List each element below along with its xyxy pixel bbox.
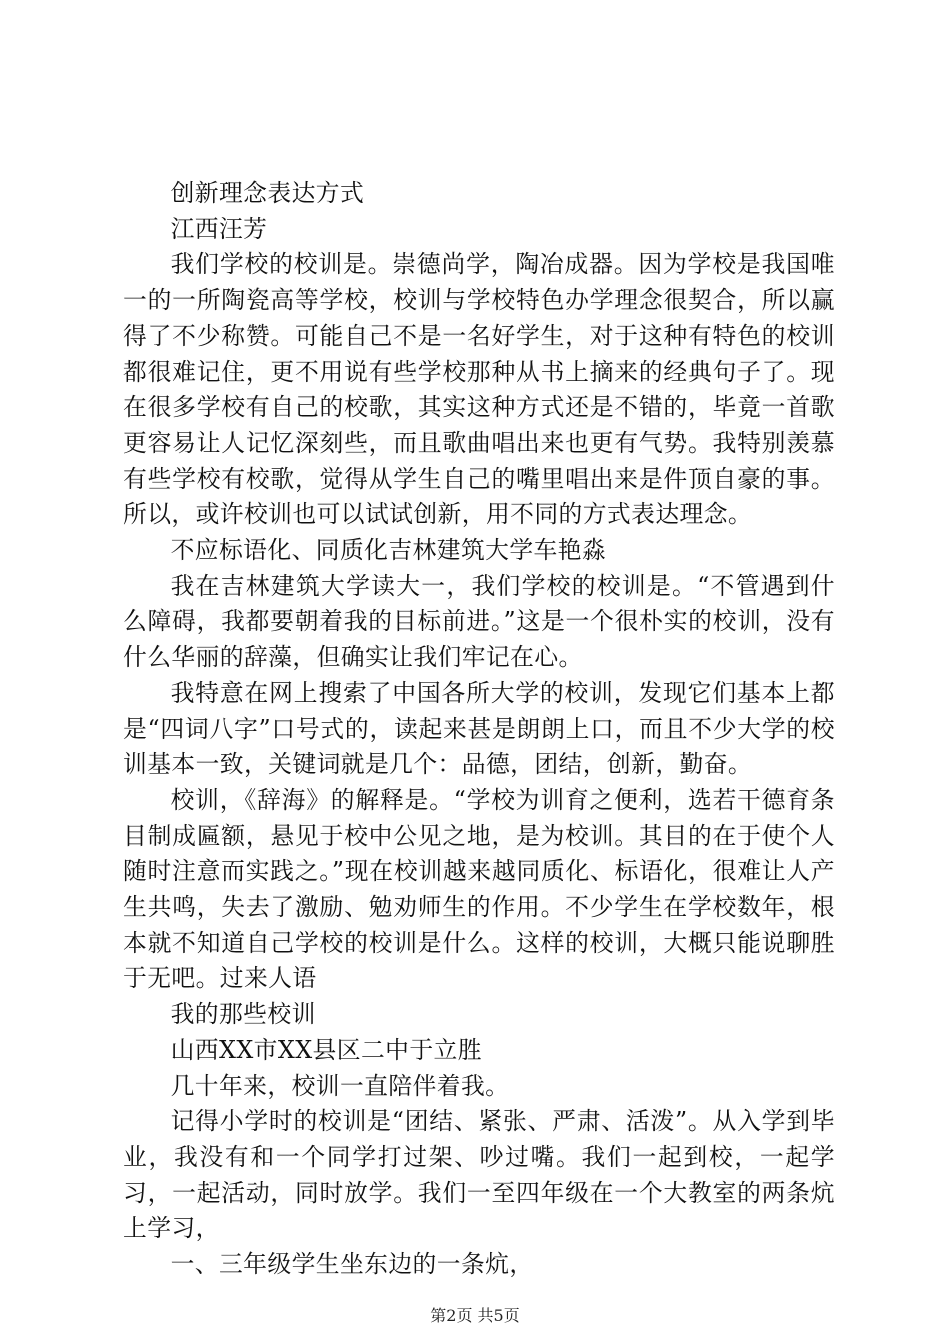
section-title: 创新理念表达方式 xyxy=(170,179,365,207)
section-title: 不应标语化、同质化吉林建筑大学车艳淼 xyxy=(170,536,607,565)
body-paragraph: 记得小学时的校训是“团结、紧张、严肃、活泼”。从入学到毕业，我没有和一个同学打过架、吵过嘴。我们一起到校，一起学习，一起活动，同时放学。我们一至四年级在一个大教室的两条炕上学习， xyxy=(123,1107,835,1243)
section-title: 我的那些校训 xyxy=(170,1000,316,1029)
author-line: 江西汪芳 xyxy=(170,214,268,243)
author-line: 山西XX市XX县区二中于立胜 xyxy=(170,1035,482,1064)
body-paragraph: 一、三年级学生坐东边的一条炕， xyxy=(170,1250,534,1279)
page-footer: 第2页 共5页 xyxy=(430,1306,520,1325)
document-body xyxy=(123,176,835,1283)
body-paragraph: 我们学校的校训是。崇德尚学，陶冶成器。因为学校是我国唯一的一所陶瓷高等学校，校训与学校特色办学理念很契合，所以赢得了不少称赞。可能自己不是一名好学生，对于这种有特色的校训都很难记住，更不用说有些学校那种从书上摘来的经典句子了。现在很多学校有自己的校歌，其实这种方式还是不错的，毕竟一首歌更容易让人记忆深刻些，而且歌曲唱出来也更有气势。我特别羡慕有些学校有校歌，觉得从学生自己的嘴里唱出来是件顶自豪的事。所以，或许校训也可以试试创新，用不同的方式表达理念。 xyxy=(123,250,835,529)
body-paragraph: 几十年来，校训一直陪伴着我。 xyxy=(170,1071,510,1100)
body-paragraph: 我在吉林建筑大学读大一，我们学校的校训是。“不管遇到什么障碍，我都要朝着我的目标前进。”这是一个很朴实的校训，没有什么华丽的辞藻，但确实让我们牢记在心。 xyxy=(123,571,835,672)
body-paragraph: 校训，《辞海》的解释是。“学校为训育之便利，选若干德育条目制成匾额，悬见于校中公见之地，是为校训。其目的在于使个人随时注意而实践之。”现在校训越来越同质化、标语化，很难让人产生共鸣，失去了激励、勉劝师生的作用。不少学生在学校数年，根本就不知道自己学校的校训是什么。这样的校训，大概只能说聊胜于无吧。过来人语 xyxy=(123,785,835,993)
body-paragraph: 我特意在网上搜索了中国各所大学的校训，发现它们基本上都是“四词八字”口号式的，读起来甚是朗朗上口，而且不少大学的校训基本一致，关键词就是几个：品德，团结，创新，勤奋。 xyxy=(123,678,835,779)
